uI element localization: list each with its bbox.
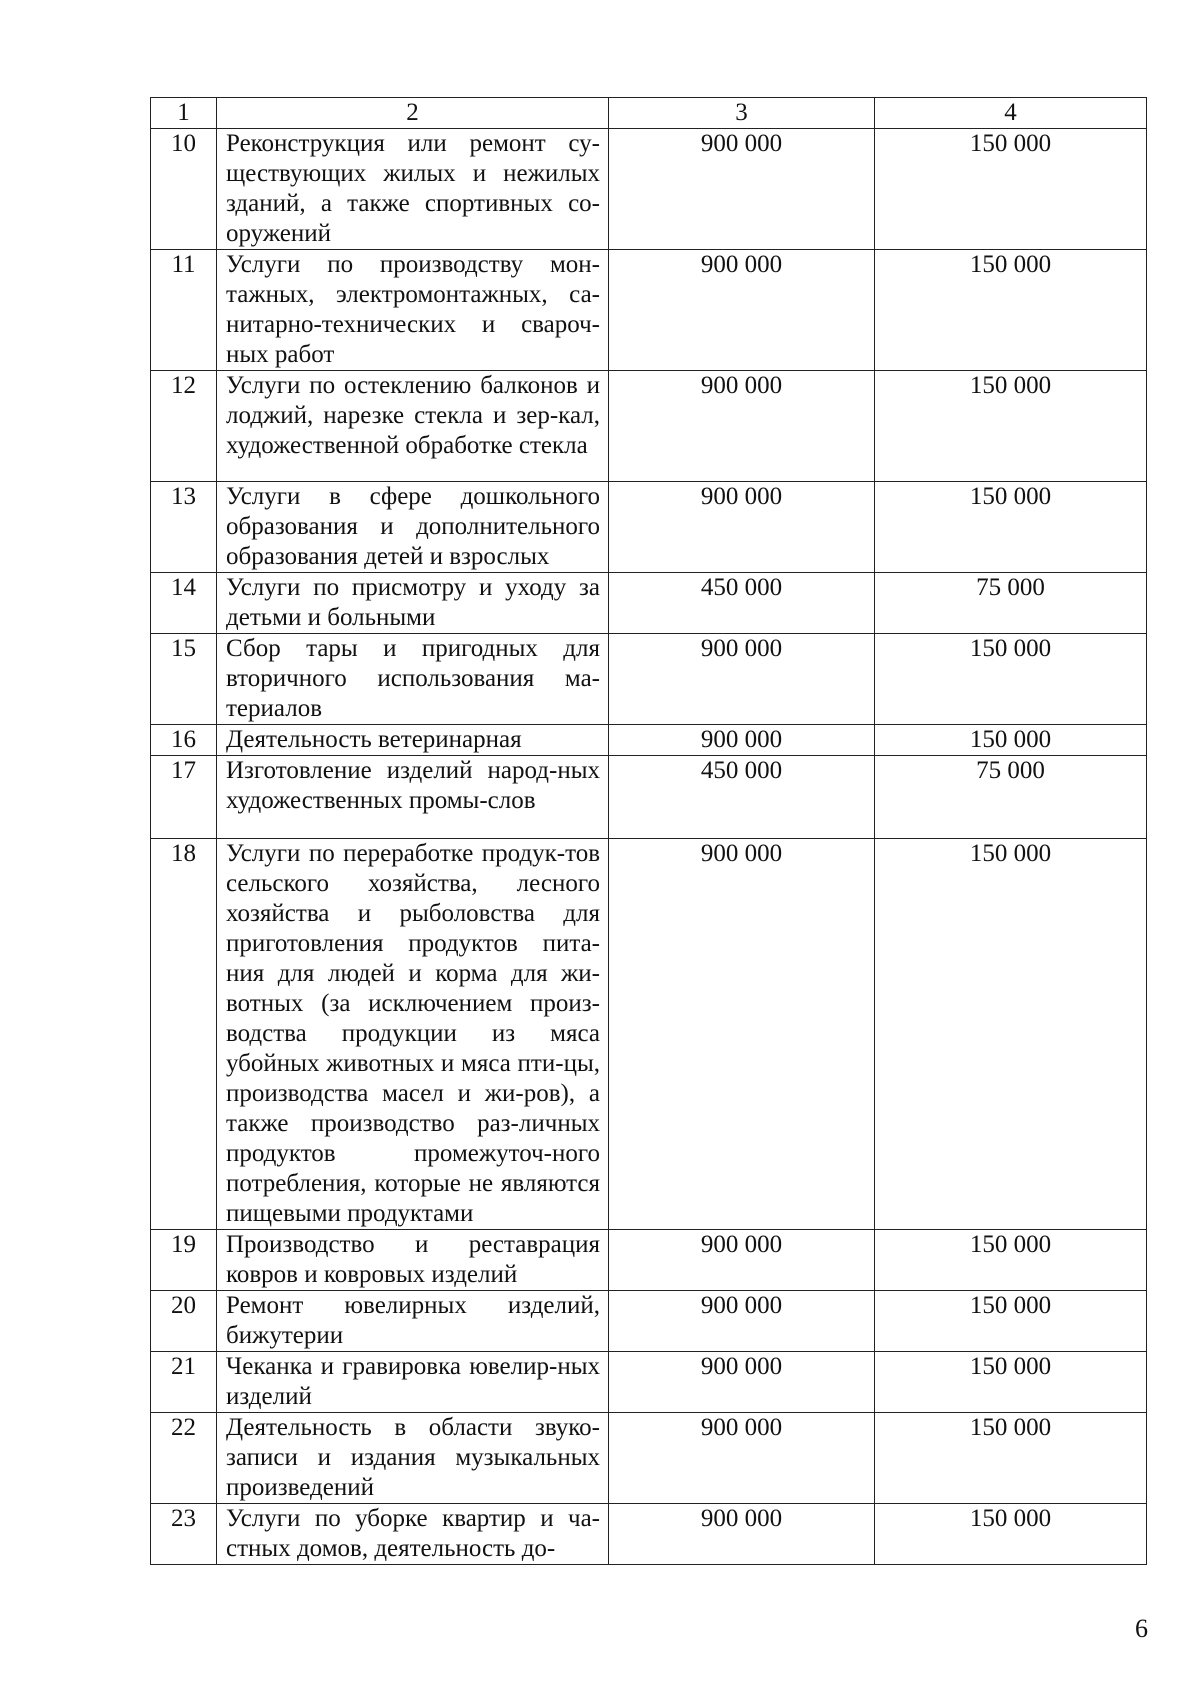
row-value-col3: 900 000 [609,1230,875,1291]
row-value-col3: 450 000 [609,756,875,839]
row-description: Реконструкция или ремонт су-ществующих жилых и нежилых зданий, а также спортивных со-оружений [217,129,609,250]
header-cell-4: 4 [875,98,1147,129]
row-number: 20 [151,1291,217,1352]
row-value-col3: 900 000 [609,371,875,482]
row-description: Деятельность в области звуко-записи и издания музыкальных произведений [217,1413,609,1504]
table-row [151,1413,1147,1504]
row-value-col3: 900 000 [609,250,875,371]
services-table [150,97,1147,1565]
table-row [151,573,1147,634]
row-value-col4: 150 000 [875,371,1147,482]
row-number: 12 [151,371,217,482]
row-number: 17 [151,756,217,839]
row-value-col3: 900 000 [609,1413,875,1504]
row-number: 14 [151,573,217,634]
table-row [151,1230,1147,1291]
table-row [151,1352,1147,1413]
row-value-col4: 75 000 [875,756,1147,839]
row-value-col3: 900 000 [609,129,875,250]
row-value-col4: 150 000 [875,634,1147,725]
table-row [151,1291,1147,1352]
row-number: 10 [151,129,217,250]
row-number: 11 [151,250,217,371]
row-number: 16 [151,725,217,756]
table-row [151,756,1147,839]
row-description: Ремонт ювелирных изделий, бижутерии [217,1291,609,1352]
row-number: 21 [151,1352,217,1413]
row-number: 23 [151,1504,217,1565]
row-value-col3: 450 000 [609,573,875,634]
row-description: Услуги по уборке квартир и ча-стных домов, деятельность до- [217,1504,609,1565]
table-row [151,725,1147,756]
row-value-col4: 150 000 [875,1291,1147,1352]
table-row [151,371,1147,482]
header-cell-1: 1 [151,98,217,129]
row-value-col3: 900 000 [609,1291,875,1352]
row-value-col3: 900 000 [609,1352,875,1413]
page-number: 6 [1135,1614,1148,1643]
row-description: Сбор тары и пригодных для вторичного использования ма-териалов [217,634,609,725]
row-description: Изготовление изделий народ-ных художественных промы-слов [217,756,609,839]
table-row [151,250,1147,371]
row-description: Услуги по присмотру и уходу за детьми и больными [217,573,609,634]
header-cell-2: 2 [217,98,609,129]
row-value-col3: 900 000 [609,839,875,1230]
row-number: 22 [151,1413,217,1504]
row-value-col4: 150 000 [875,725,1147,756]
row-value-col4: 150 000 [875,1352,1147,1413]
table-row [151,1504,1147,1565]
row-value-col4: 150 000 [875,482,1147,573]
row-description: Производство и реставрация ковров и ковровых изделий [217,1230,609,1291]
row-value-col4: 150 000 [875,129,1147,250]
row-value-col3: 900 000 [609,482,875,573]
row-description: Услуги по остеклению балконов и лоджий, нарезке стекла и зер-кал, художественной обработке стекла [217,371,609,482]
table-row [151,839,1147,1230]
table-row [151,482,1147,573]
row-value-col4: 150 000 [875,1230,1147,1291]
row-description: Деятельность ветеринарная [217,725,609,756]
row-value-col4: 150 000 [875,839,1147,1230]
row-number: 13 [151,482,217,573]
row-number: 18 [151,839,217,1230]
table-row [151,634,1147,725]
row-description: Услуги по производству мон-тажных, электромонтажных, са-нитарно-технических и свароч-ных работ [217,250,609,371]
header-cell-3: 3 [609,98,875,129]
row-number: 19 [151,1230,217,1291]
row-value-col3: 900 000 [609,725,875,756]
table-header-row [151,98,1147,129]
row-value-col4: 150 000 [875,1413,1147,1504]
row-value-col4: 75 000 [875,573,1147,634]
row-value-col3: 900 000 [609,634,875,725]
row-value-col3: 900 000 [609,1504,875,1565]
row-description: Услуги по переработке продук-тов сельского хозяйства, лесного хозяйства и рыболовства для приготовления продуктов пита-ния для людей и корма для жи-вотных (за исключением произ-водства продукции из мяса убойных животных и мяса пти-цы, производства масел и жи-ров), а также производство раз-личных продуктов промежуточ-ного потребления, которые не являются пищевыми продуктами [217,839,609,1230]
row-description: Услуги в сфере дошкольного образования и дополнительного образования детей и взрослых [217,482,609,573]
table-row [151,129,1147,250]
row-number: 15 [151,634,217,725]
row-value-col4: 150 000 [875,250,1147,371]
row-description: Чеканка и гравировка ювелир-ных изделий [217,1352,609,1413]
row-value-col4: 150 000 [875,1504,1147,1565]
